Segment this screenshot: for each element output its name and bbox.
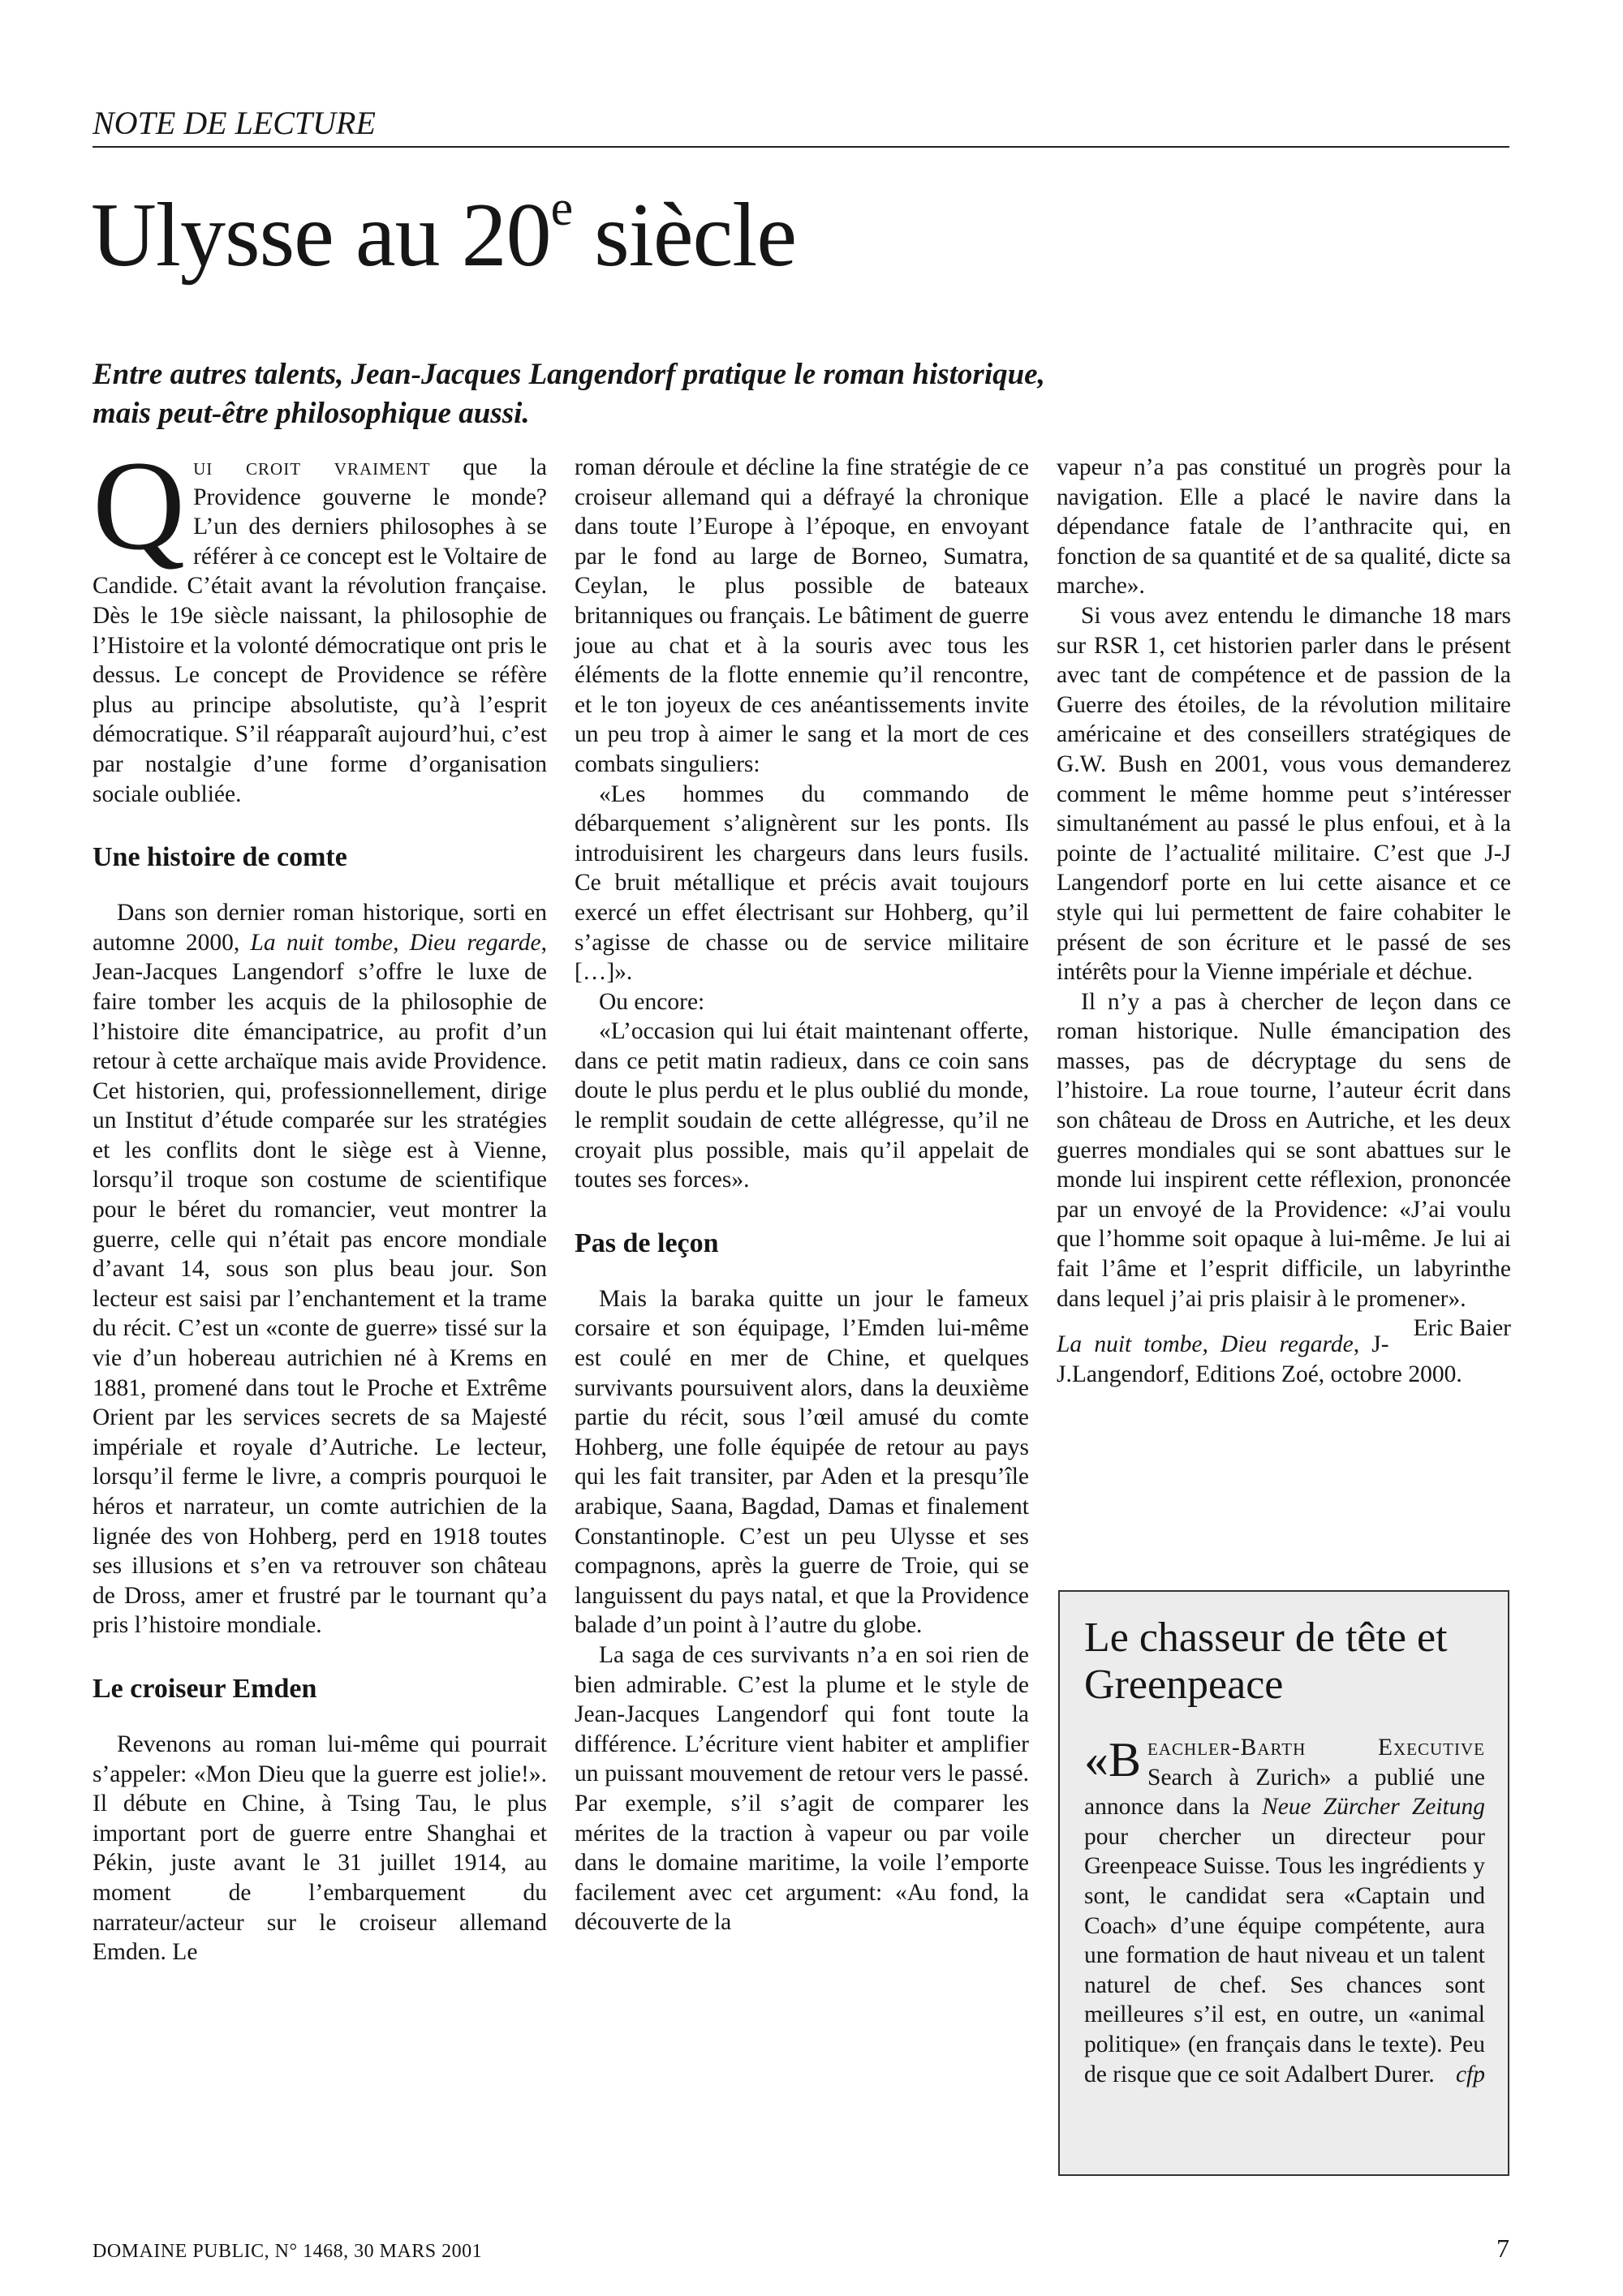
paragraph-rsr: Si vous avez entendu le dimanche 18 mars sur RSR 1, cet historien parler dans le présent avec tant de compétence et de passion de la Guerre des étoiles, de la révolution militaire américaine et des conseillers stratégiques de G.W. Bush en 2001, vous vous demanderez comment le même homme peut s’intéresser simultanément au passé le plus enfoui, et à la pointe de l’actualité militaire. C’est que J-J Langendorf porte en lui cette aisance et ce style qui lui permettent de faire cohabiter le présent de son écriture et le passé de ses intérêts pour la Vienne impériale et déchue. [1057, 602, 1511, 986]
paragraph-text: Dans son dernier roman historique, sorti en automne 2000, [93, 900, 547, 956]
intro-smallcaps: ui croit vraiment [193, 454, 431, 480]
issue-info: DOMAINE PUBLIC, N° 1468, 30 MARS 2001 [93, 2241, 483, 2262]
quote-occasion: «L’occasion qui lui était maintenant offerte, dans ce petit matin radieux, dans ce coin sans doute le plus perdu et le plus oublié du monde, le remplit soudain de cette allégresse, qu’il ne croyait plus possible, mais qu’il appelait de toutes ses forces». [575, 1018, 1029, 1193]
quote-commando: «Les hommes du commando de débarquement s’alignèrent sur les ponts. Ils introduisirent les chargeurs dans leurs fusils. Ce bruit métallique et précis avait toujours exercé un effet électrisant sur Hohberg, qu’il s’agisse de chasse ou de service militaire […]». [575, 780, 1029, 986]
headline-main: Ulysse au 20 [91, 185, 551, 286]
paragraph-intro [93, 435, 548, 809]
book-reference-title: La nuit tombe, Dieu regarde [1057, 1331, 1354, 1358]
book-reference-details: , J-J.Langendorf, Editions Zoé, octobre 2000. [1057, 1331, 1462, 1387]
drop-cap: Q [93, 435, 186, 577]
article-headline [91, 180, 797, 288]
subheading-croiseur-emden: Le croiseur Emden [93, 1673, 317, 1704]
article-column-2 [575, 453, 1029, 1937]
subheading-pas-de-lecon: Pas de leçon [575, 1228, 719, 1258]
paragraph-strategie: roman déroule et décline la fine stratégie de ce croiseur allemand qui a défrayé la chronique dans toute l’Europe à l’époque, en envoyant par le fond au large de Borneo, Sumatra, Ceylan, le plus possible de bateaux britanniques ou français. Le bâtiment de guerre joue au chat et à la souris avec tous les éléments de la flotte ennemie qu’il rencontre, et le ton joyeux de ces anéantissements invite un peu trop à aimer le sang et la mort de ces combats singuliers: [575, 454, 1029, 777]
book-title: La nuit tombe, Dieu regarde [250, 929, 541, 956]
open-quote: « [1084, 1733, 1109, 1786]
paragraph-lecon [1057, 987, 1511, 1342]
paragraph-intro-text: que la Providence gouverne le monde? L’un des derniers philosophes à se référer à ce concept est le Voltaire de Candide. C’était avant la révolution française. Dès le 19e siècle naissant, la philosophie de l’Histoire et la volonté démocratique ont pris le dessus. Le concept de Providence se réfère plus au principe absolutiste, qu’à l’esprit démocratique. S’il réapparaît aujourd’hui, c’est par nostalgie d’une forme d’organisation sociale oubliée. [93, 454, 548, 807]
sidebar-signature: cfp [1455, 2061, 1485, 2087]
paragraph-ou-encore: Ou encore: [599, 988, 705, 1015]
sidebar-smallcaps: eachler-Barth Executive [1147, 1735, 1485, 1761]
section-rubric: NOTE DE LECTURE [93, 104, 1509, 148]
sidebar-title: Le chasseur de tête et Greenpeace [1084, 1615, 1448, 1708]
article-column-3 [1057, 453, 1511, 1389]
drop-cap-letter: B [1109, 1733, 1142, 1786]
lead-line-1: Entre autres talents, Jean-Jacques Langendorf pratique le roman historique, [93, 358, 1045, 391]
subheading-histoire-de-comte: Une histoire de comte [93, 842, 347, 873]
paragraph-baraka: Mais la baraka quitte un jour le fameux corsaire et son équipage, l’Emden lui-même est coulé en mer de Chine, et quelques survivants poursuivent alors, dans la deuxième partie du récit, sous l’œil amusé du comte Hohberg, une folle équipée de retour au pays qui les fait transiter, par Aden et la presqu’île arabique, Saana, Bagdad, Damas et finalement Constantinople. C’est un peu Ulysse et ses compagnons, après la guerre de Troie, qui se languissent du pays natal, et que la Providence balade d’un point à l’autre du globe. [575, 1285, 1029, 1639]
paragraph-text: , Jean-Jacques Langendorf s’offre le luxe de faire tomber les acquis de la philosophie de l’histoire dite émancipatrice, au profit d’un retour à cette archaïque mais avide Providence. Cet historien, qui, professionnellement, dirige un Institut d’étude comparée sur les stratégies et les conflits dont le siège est à Vienne, lorsqu’il troque son costume de scientifique pour le béret du romancier, veut montrer la guerre, celle qui n’était pas encore mondiale d’avant 14, sous son plus beau jour. Son lecteur est saisi par l’enchantement et la trame du récit. C’est un «conte de guerre» tissé sur la vie d’un hobereau autrichien né à Krems en 1881, promené dans tout le Proche et Extrême Orient par les services secrets de sa Majesté impériale et royale d’Autriche. Le lecteur, lorsqu’il ferme le livre, a compris pourquoi le héros et narrateur, un comte autrichien de la lignée des von Hohberg, perd en 1918 toutes ses illusions et s’en va retrouver son château de Dross, amer et frustré par le tournant qu’a pris l’histoire mondiale. [93, 929, 547, 1639]
article-lead [93, 355, 1358, 433]
sidebar-text-part: pour chercher un directeur pour Greenpeace Suisse. Tous les ingrédients y sont, le candidat sera «Captain und Coach» d’une équipe compétente, aura une formation de haut niveau et un talent naturel de chef. Ses chances sont meilleures s’il est, en outre, un «animal politique» (en français dans le texte). Peu de risque que ce soit Adalbert Durer. [1084, 1823, 1485, 2087]
sidebar-text [1084, 1733, 1485, 2089]
paragraph-roman-historique [93, 898, 547, 1640]
headline-end: siècle [572, 185, 797, 286]
headline-superscript: e [550, 180, 573, 236]
page-footer [93, 2234, 1509, 2264]
page-number: 7 [1496, 2234, 1509, 2263]
lead-line-2: mais peut-être philosophique aussi. [93, 397, 530, 430]
sidebar-drop-cap [1084, 1733, 1141, 1786]
paragraph-saga: La saga de ces survivants n’a en soi rien de bien admirable. C’est la plume et le style de Jean-Jacques Langendorf qui font toute la différence. L’écriture vient habiter et amplifier un puissant mouvement de retour vers le passé. Par exemple, s’il s’agit de comparer les mérites de la traction à vapeur ou par voile dans le domaine maritime, la voile l’emporte facilement avec cet argument: «Au fond, la découverte de la [575, 1641, 1029, 1936]
newspaper-name: Neue Zürcher Zeitung [1262, 1794, 1485, 1821]
article-column-1 [93, 435, 548, 1967]
sidebar-text-part: Search à Zurich» a publié une annonce dans la [1084, 1764, 1485, 1821]
paragraph-vapeur: vapeur n’a pas constitué un progrès pour la navigation. Elle a placé le navire dans la dépendance fatale de l’anthracite qui, en fonction de sa quantité et de sa qualité, dicte sa marche». [1057, 454, 1511, 600]
sidebar-box [1058, 1590, 1509, 2176]
author-signature: Eric Baier [1413, 1315, 1511, 1342]
paragraph-revenons: Revenons au roman lui-même qui pourrait s’appeler: «Mon Dieu que la guerre est jolie!». Il débute en Chine, à Tsing Tau, le plus important port de guerre entre Shanghai et Pékin, juste avant le 31 juillet 1914, au moment de l’embarquement du narrateur/acteur sur le croiseur allemand Emden. Le [93, 1731, 547, 1966]
paragraph-text: Il n’y a pas à chercher de leçon dans ce roman historique. Nulle émancipation des masses, pas de décryptage du sens de l’histoire. La roue tourne, l’auteur écrit dans son château de Dross en Autriche, et les deux guerres mondiales qui se sont abattues sur le monde lui inspirent cette réflexion, prononcée par un envoyé de la Providence: «J’ai voulu que l’homme soit opaque à lui-même. Je lui ai fait l’âme et l’esprit difficile, un labyrinthe dans lequel j’ai pris plaisir à le promener». [1057, 988, 1511, 1312]
